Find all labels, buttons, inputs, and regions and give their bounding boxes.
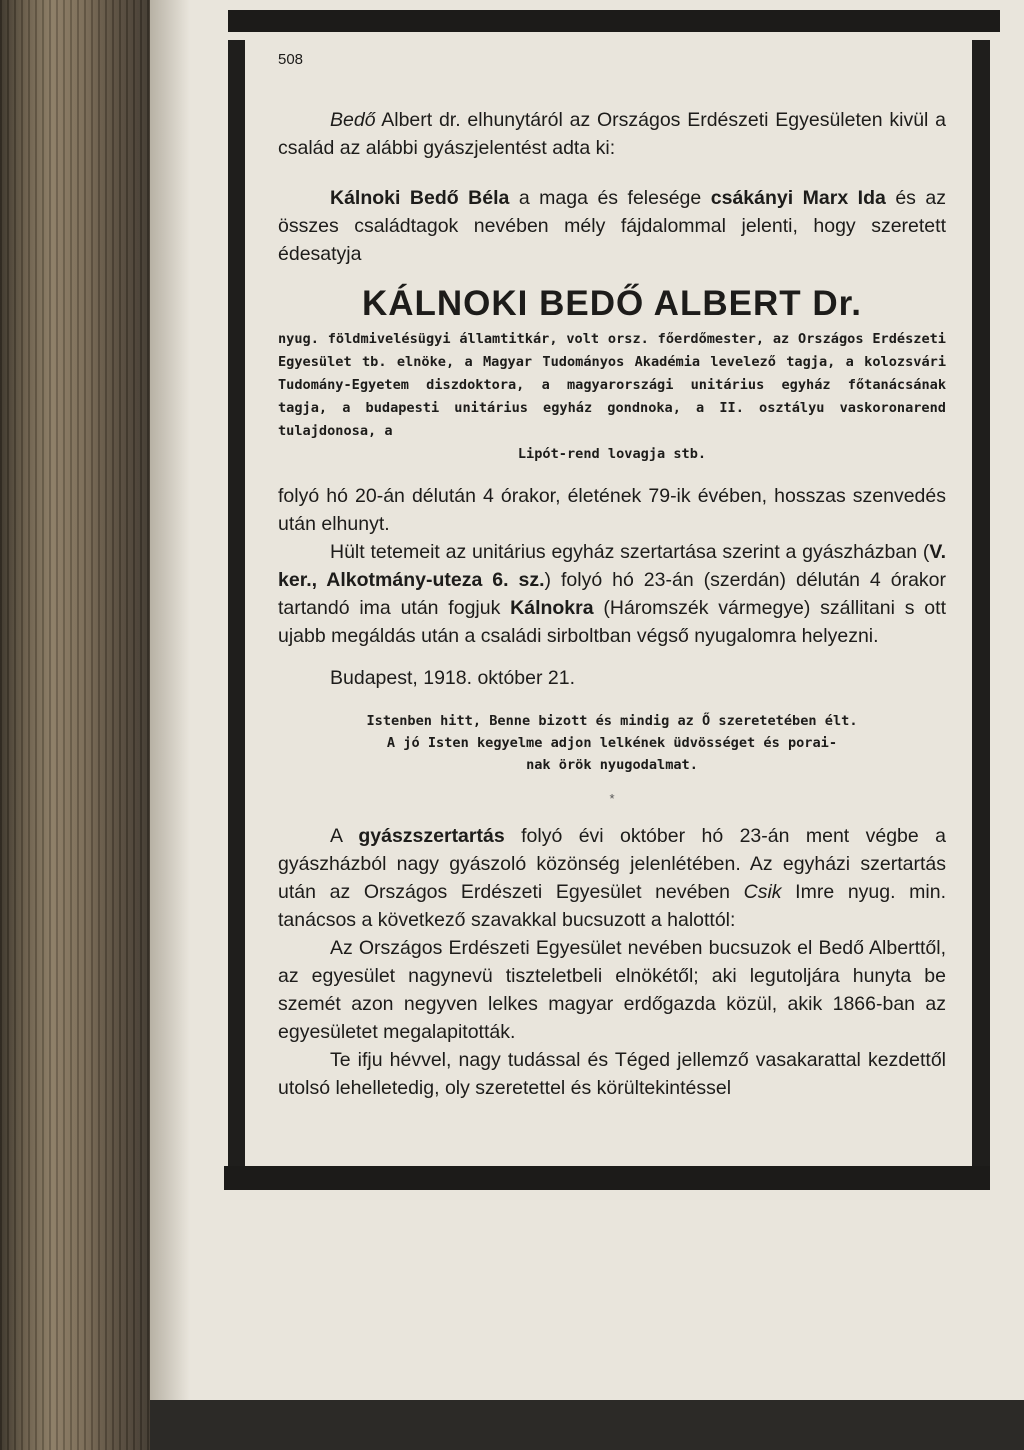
funeral-place: Kálnokra — [510, 597, 594, 619]
mourning-border-top — [228, 10, 1000, 32]
book-edge-texture — [0, 0, 150, 1450]
intro-text: Albert dr. elhunytáról az Országos Erdészeti Egyesületen kivül a család az alábbi gyászjelentést adta ki: — [278, 109, 946, 159]
notice-text-1: a maga és felesége — [509, 187, 711, 209]
page-content — [278, 50, 946, 1102]
report-text-2: folyó évi október hó 23-án ment végbe a gyászházból nagy gyászoló közönség jelenlétében. Az egyházi szertartás után az Országos Erdészeti Egyesület nevében — [278, 825, 946, 903]
funeral-paragraph — [278, 538, 946, 650]
report-paragraph-3: Te ifju hévvel, nagy tudással és Téged jellemző vasakarattal kezdettől utolsó lehelletedig, oly szeretettel és körültekintéssel — [278, 1049, 946, 1099]
closing-line-1: Istenben hitt, Benne bizott és mindig az Ő szeretetében élt. — [366, 713, 858, 729]
notice-announcement — [278, 184, 946, 268]
mourning-border-left — [228, 40, 245, 1190]
death-paragraph: folyó hó 20-án délután 4 órakor, életének 79-ik évében, hosszas szenvedés után elhunyt. — [278, 485, 946, 535]
closing-verse — [278, 710, 946, 776]
intro-paragraph — [278, 106, 946, 162]
closing-line-2: A jó Isten kegyelme adjon lelkének üdvösséget és porai- — [386, 735, 838, 751]
section-separator: * — [609, 791, 615, 806]
report-text-1: A — [330, 825, 359, 847]
report-paragraph-2: Az Országos Erdészeti Egyesület nevében bucsuzok el Bedő Alberttől, az egyesület nagynevü tiszteletbeli elnökétől; aki legutoljára hunyta be szemét azon negyven lelkes magyar erdőgazda közül, akik 1866-ban az egyesületet megalapitották. — [278, 937, 946, 1043]
deceased-name: KÁLNOKI BEDŐ ALBERT Dr. — [361, 284, 863, 323]
closing-line-3: nak örök nyugodalmat. — [526, 757, 698, 773]
report-paragraph-1 — [278, 822, 946, 934]
notice-wife-name: csákányi Marx Ida — [710, 187, 886, 209]
report-speaker: Csik — [743, 881, 782, 903]
notice-son-name: Kálnoki Bedő Béla — [330, 187, 510, 209]
mourning-border-right — [972, 40, 990, 1190]
report-ceremony: gyászszertartás — [358, 825, 505, 847]
page-gutter-shadow — [150, 0, 190, 1400]
date-line: Budapest, 1918. október 21. — [330, 667, 576, 689]
mourning-border-bottom — [224, 1166, 990, 1190]
deceased-titles: nyug. földmivelésügyi államtitkár, volt orsz. főerdőmester, az Országos Erdészeti Egyesület tb. elnöke, a Magyar Tudományos Akadémia levelező tagja, a kolozsvári Tudomány-Egyetem diszdoktora, a magyarországi unitárius egyház főtanácsának tagja, a budapesti unitárius egyház gondnoka, a II. osztályu vaskoronarend tulajdonosa, a — [278, 331, 946, 439]
funeral-text-3: (Háromszék vármegye) szállitani s ott ujabb megáldás után a családi sirboltban végső nyugalomra helyezni. — [278, 597, 946, 647]
deceased-titles-last: Lipót-rend lovagja stb. — [517, 446, 707, 462]
funeral-text-2: ) folyó hó 23-án (szerdán) délután 4 órakor tartandó ima után fogjuk — [278, 569, 947, 619]
intro-name: Bedő — [330, 109, 376, 131]
page-number: 508 — [278, 51, 304, 68]
funeral-address: V. ker., Alkotmány-uteza 6. sz. — [278, 541, 946, 591]
report-text-3: Imre nyug. min. tanácsos a következő szavakkal bucsuzott a halottól: — [278, 881, 947, 931]
notice-text-2: és az összes családtagok nevében mély fájdalommal jelenti, hogy szeretett édesatyja — [278, 187, 946, 265]
funeral-text-1: Hült tetemeit az unitárius egyház szertartása szerint a gyászházban ( — [330, 541, 930, 563]
